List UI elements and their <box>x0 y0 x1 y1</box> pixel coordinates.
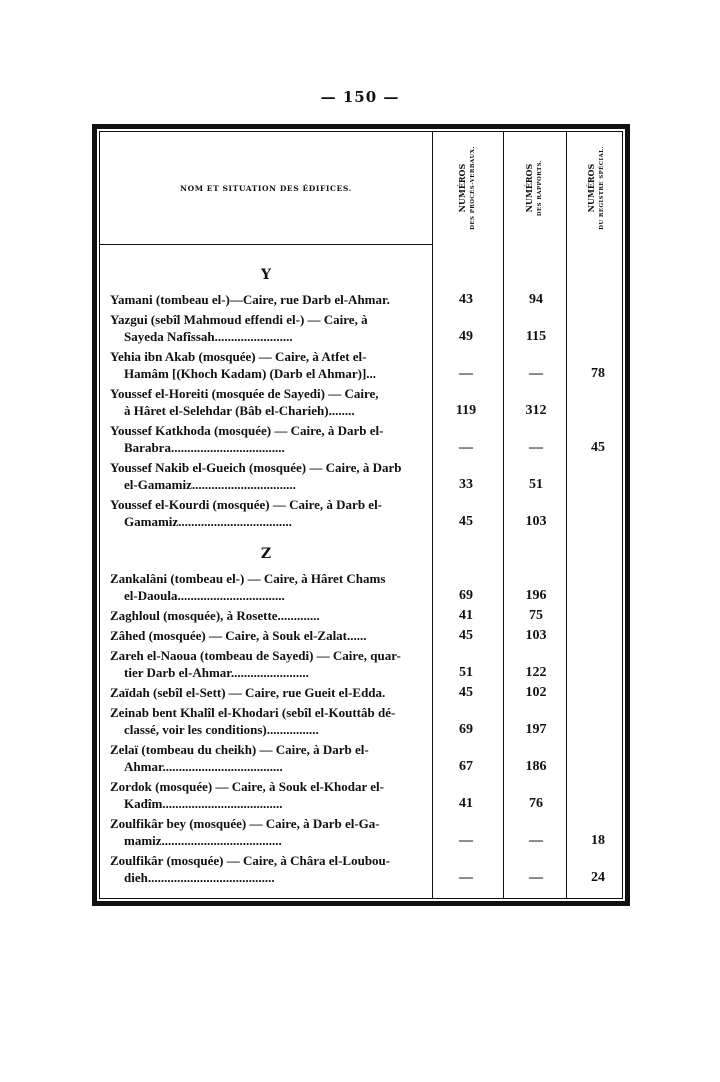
rapports-number: 103 <box>525 628 547 643</box>
pv-number: 45 <box>459 685 473 700</box>
entry-text: Gamamiz................................... <box>124 514 292 529</box>
page-number: — 150 — <box>320 88 400 106</box>
registre-number: 18 <box>591 833 605 848</box>
header-rule <box>100 244 432 245</box>
table-row <box>110 704 430 738</box>
rapports-number: 196 <box>525 588 547 603</box>
entry-text: Zelaï (tombeau du cheikh) — Caire, à Darb el- <box>110 742 369 757</box>
pv-header-main: NUMÉROS <box>457 163 467 213</box>
rapports-number: — <box>529 870 543 885</box>
pv-number: 45 <box>459 628 473 643</box>
section-letter: Y <box>261 267 271 283</box>
section-letter: Z <box>260 546 272 562</box>
entry-text: Youssef Nakib el-Gueich (mosquée) — Caire, à Darb <box>110 460 402 475</box>
rapports-number: 51 <box>529 477 543 492</box>
rapports-number: 75 <box>529 608 543 623</box>
pv-number: 69 <box>459 722 473 737</box>
table-row <box>110 570 430 604</box>
entry-text: tier Darb el-Ahmar........................ <box>124 665 309 680</box>
entry-text: Zareh el-Naoua (tombeau de Sayedi) — Caire, quar- <box>110 648 401 663</box>
table-row <box>110 778 430 812</box>
entry-text: el-Gamamiz................................ <box>124 477 296 492</box>
pv-number: 41 <box>459 796 473 811</box>
pv-number: 45 <box>459 514 473 529</box>
pv-number: — <box>459 366 473 381</box>
entry-text: Kadîm..................................... <box>124 796 283 811</box>
table-row <box>110 741 430 775</box>
name-column-header-text: NOM ET SITUATION DES ÉDIFICES. <box>180 183 352 193</box>
entry-text: dieh....................................... <box>124 870 275 885</box>
entry-text: à Hâret el-Selehdar (Bâb el-Charieh)........ <box>124 403 355 418</box>
table-row <box>110 348 430 382</box>
column-divider <box>432 132 433 898</box>
entry-text: Yamani (tombeau el-)—Caire, rue Darb el-Ahmar. <box>110 292 390 307</box>
registre-number: 45 <box>591 440 605 455</box>
pv-number: 51 <box>459 665 473 680</box>
entry-text: Ahmar..................................... <box>124 759 283 774</box>
entry-text: Zaghloul (mosquée), à Rosette............. <box>110 608 320 623</box>
pv-column-header <box>434 132 502 244</box>
pv-number: — <box>459 870 473 885</box>
pv-number: — <box>459 833 473 848</box>
entry-text: Zâhed (mosquée) — Caire, à Souk el-Zalat...... <box>110 628 367 643</box>
column-divider <box>503 132 504 898</box>
table-row <box>110 647 430 681</box>
table-row <box>110 496 430 530</box>
entry-text: Sayeda Nafîssah........................ <box>124 329 293 344</box>
table-row <box>110 385 430 419</box>
pv-number: 33 <box>459 477 473 492</box>
table-row <box>110 311 430 345</box>
rapports-number: — <box>529 440 543 455</box>
rapports-number: 76 <box>529 796 543 811</box>
registre-number: 24 <box>591 870 605 885</box>
rapports-number: 122 <box>525 665 547 680</box>
entry-text: Hamâm [(Khoch Kadam) (Darb el Ahmar)]... <box>124 366 377 381</box>
table-row <box>110 815 430 849</box>
column-divider <box>566 132 567 898</box>
rapports-number: 94 <box>529 292 543 307</box>
table-frame <box>92 124 630 906</box>
entry-text: Barabra................................... <box>124 440 285 455</box>
entry-text: Zaïdah (sebîl el-Sett) — Caire, rue Gueit el-Edda. <box>110 685 386 700</box>
entry-text: Youssef el-Horeiti (mosquée de Sayedi) — Caire, <box>110 386 379 401</box>
rapports-number: 197 <box>525 722 547 737</box>
pv-number: — <box>459 440 473 455</box>
registre-header-main: NUMÉROS <box>586 163 596 213</box>
rapports-column-header <box>505 132 565 244</box>
table-row <box>110 852 430 886</box>
rapports-number: — <box>529 366 543 381</box>
pv-header-sub: DES PROCÈS-VERBAUX. <box>470 146 476 230</box>
entry-text: mamiz..................................... <box>124 833 282 848</box>
pv-number: 69 <box>459 588 473 603</box>
name-column-header <box>100 132 432 244</box>
table-row <box>110 422 430 456</box>
table-row <box>110 627 430 644</box>
registre-number: 78 <box>591 366 605 381</box>
pv-number: 49 <box>459 329 473 344</box>
entry-text: Youssef Katkhoda (mosquée) — Caire, à Darb el- <box>110 423 384 438</box>
pv-number: 43 <box>459 292 473 307</box>
entry-text: Zankalâni (tombeau el-) — Caire, à Hâret Chams <box>110 571 386 586</box>
entry-text: Zordok (mosquée) — Caire, à Souk el-Khodar el- <box>110 779 384 794</box>
rapports-number: 103 <box>525 514 547 529</box>
entry-text: Yazgui (sebîl Mahmoud effendi el-) — Caire, à <box>110 312 368 327</box>
rapports-header-main: NUMÉROS <box>524 163 534 213</box>
rapports-number: 312 <box>525 403 547 418</box>
rapports-number: 186 <box>525 759 547 774</box>
entry-text: Zeinab bent Khalîl el-Khodari (sebîl el-Kouttâb dé- <box>110 705 396 720</box>
table-row <box>110 684 430 701</box>
table-row <box>110 607 430 624</box>
rapports-number: 102 <box>525 685 547 700</box>
table-row <box>110 459 430 493</box>
entry-text: Youssef el-Kourdi (mosquée) — Caire, à Darb el- <box>110 497 383 512</box>
rapports-number: 115 <box>525 329 547 344</box>
entry-text: Zoulfikâr (mosquée) — Caire, à Châra el-Loubou- <box>110 853 391 868</box>
entry-text: Zoulfikâr bey (mosquée) — Caire, à Darb el-Ga- <box>110 816 380 831</box>
pv-number: 41 <box>459 608 473 623</box>
table-row <box>110 291 430 308</box>
pv-number: 67 <box>459 759 473 774</box>
rapports-number: — <box>529 833 543 848</box>
registre-column-header <box>568 132 626 244</box>
table-inner-border <box>99 131 623 899</box>
registre-header-sub: DU REGISTRE SPÉCIAL. <box>599 146 605 230</box>
entry-text: el-Daoula................................. <box>124 588 285 603</box>
pv-number: 119 <box>455 403 477 418</box>
rapports-header-sub: DES RAPPORTS. <box>537 159 543 217</box>
entry-text: classé, voir les conditions)................ <box>124 722 319 737</box>
entry-text: Yehia ibn Akab (mosquée) — Caire, à Atfet el- <box>110 349 367 364</box>
